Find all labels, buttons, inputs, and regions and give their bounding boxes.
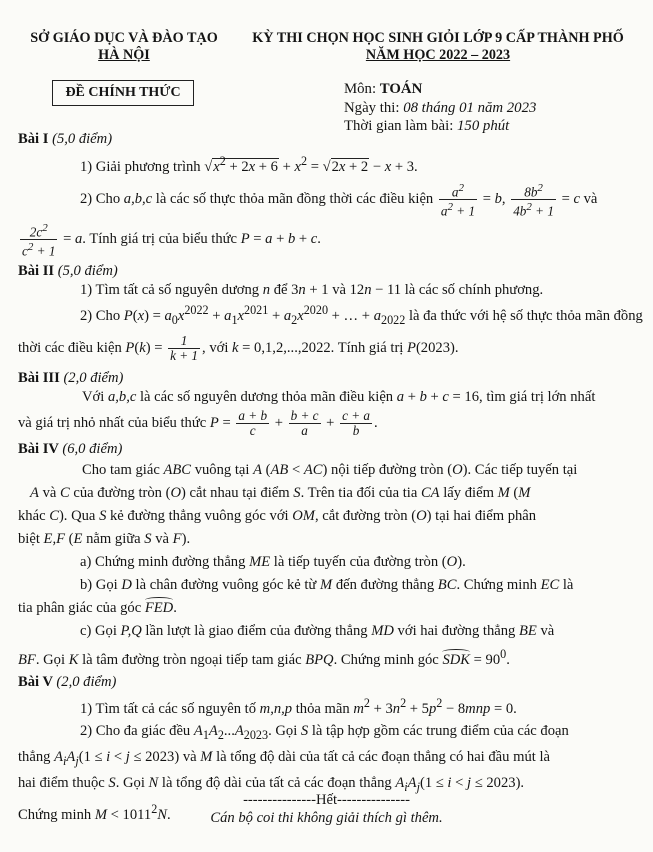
problem-4-b: b) Gọi D là chân đường vuông góc kẻ từ M đến đường thẳng BC. Chứng minh EC là [80, 577, 574, 594]
problem-4-intro-4: biệt E,F (E nằm giữa S và F). [18, 531, 191, 548]
proctor-note: Cán bộ coi thi không giải thích gì thêm. [210, 810, 443, 826]
problem-1-1: 1) Giải phương trình $√x^2 + 2x + 6 + x^2 = √2x + 2 - x + 3$. [80, 154, 418, 175]
problem-5-2-cont-2: hai điểm thuộc S. Gọi N là tổng độ dài của tất cả các đoạn thẳng $A_iA_j(1 \le i < j \le 2023)$. [18, 774, 525, 794]
problem-5-2-cont-3: Chứng minh $M < 1011^2N$. [18, 801, 171, 823]
exam-body [18, 131, 643, 823]
problem-4-a: a) Chứng minh đường thẳng ME là tiếp tuyến của đường tròn (O). [80, 554, 466, 571]
problem-2-1: 1) Tìm tất cả số nguyên dương n để 3n + 1 và 12n − 11 là các số chính phương. [80, 282, 544, 299]
problem-5-1: 1) Tìm tất cả các số nguyên tố m,n,p thỏa mãn $m^2 + 3n^2 + 5p^2 - 8mnp = 0$. [80, 696, 517, 717]
problem-2-2: 2) Cho $P(x) = a_0x^{2022} + a_1x^{2021} + a_2x^{2020}$ + … + $a_{2022}$ là đa thức với hệ số thực thỏa mãn đồng [80, 303, 643, 328]
school-year: NĂM HỌC 2022 – 2023 [365, 47, 511, 63]
problem-1-2: 2) Cho a,b,c là các số thực thỏa mãn đồng thời các điều kiện $\frac{a^2}{a^2 + 1}$ = b, $\frac{8b^2}{4b^2 + 1}$ = c và [80, 181, 598, 219]
exam-date: 08 tháng 01 năm 2023 [403, 99, 537, 116]
section-5-title: Bài V (2,0 điểm) [18, 674, 117, 691]
section-2-title: Bài II (5,0 điểm) [18, 263, 118, 280]
exam-header [232, 30, 644, 64]
problem-2-2-cont: thời các điều kiện P(k) = $\frac{1}{k + 1}$ , với k = 0,1,2,...,2022. Tính giá trị P(2023). [18, 333, 459, 364]
exam-duration: 150 phút [457, 118, 510, 134]
problem-4-intro-2: A và C của đường tròn (O) cắt nhau tại điểm S. Trên tia đối của tia CA lấy điểm M (M [30, 485, 531, 502]
official-exam-box: ĐỀ CHÍNH THỨC [52, 80, 194, 106]
problem-1-2-cont: $\frac{2c^2}{c^2 + 1}$ = a. Tính giá trị của biểu thức P = a + b + c. [22, 221, 321, 259]
subject: TOÁN [379, 81, 423, 97]
problem-5-2: 2) Cho đa giác đều $A_1A_2...A_{2023}$. Gọi S là tập hợp gồm các trung điểm của các đoạn [80, 722, 569, 742]
problem-4-intro: Cho tam giác ABC vuông tại A (AB < AC) nội tiếp đường tròn (O). Các tiếp tuyến tại [82, 462, 578, 479]
section-3-title: Bài III (2,0 điểm) [18, 370, 124, 387]
problem-3: Với a,b,c là các số nguyên dương thỏa mãn điều kiện a + b + c = 16, tìm giá trị lớn nhất [82, 389, 596, 406]
end-marker: ---------------Hết--------------- [243, 792, 410, 808]
department-name: SỞ GIÁO DỤC VÀ ĐÀO TẠO [30, 30, 218, 46]
section-4-title: Bài IV (6,0 điểm) [18, 441, 123, 458]
exam-title: KỲ THI CHỌN HỌC SINH GIỎI LỚP 9 CẤP THÀNH PHỐ [252, 30, 624, 46]
problem-4-c-cont: BF. Gọi K là tâm đường tròn ngoại tiếp tam giác BPQ. Chứng minh góc SDK = $90^0$. [18, 647, 510, 669]
problem-3-cont: và giá trị nhỏ nhất của biểu thức P = $\frac{a + b}{c}$ + $\frac{b + c}{a}$ + $\frac{c + a}{b}$ . [18, 408, 378, 439]
problem-4-b-cont: tia phân giác của góc FED. [18, 600, 177, 617]
exam-meta: Môn: TOÁN Ngày thi: 08 tháng 01 năm 2023 Thời gian làm bài: 150 phút [344, 81, 537, 134]
section-1-title: Bài I (5,0 điểm) [18, 131, 113, 147]
problem-5-2-cont: thẳng $A_iA_j(1 \le i < j \le 2023)$ và M là tổng độ dài của tất cả các đoạn thẳng có hai đầu mút là [18, 748, 550, 768]
city-name: HÀ NỘI [98, 47, 150, 63]
problem-4-intro-3: khác C). Qua S kẻ đường thẳng vuông góc với OM, cắt đường tròn (O) tại hai điểm phân [18, 508, 537, 525]
department-header [18, 30, 230, 64]
problem-4-c: c) Gọi P,Q lần lượt là giao điểm của đường thẳng MD với hai đường thẳng BE và [80, 623, 555, 640]
